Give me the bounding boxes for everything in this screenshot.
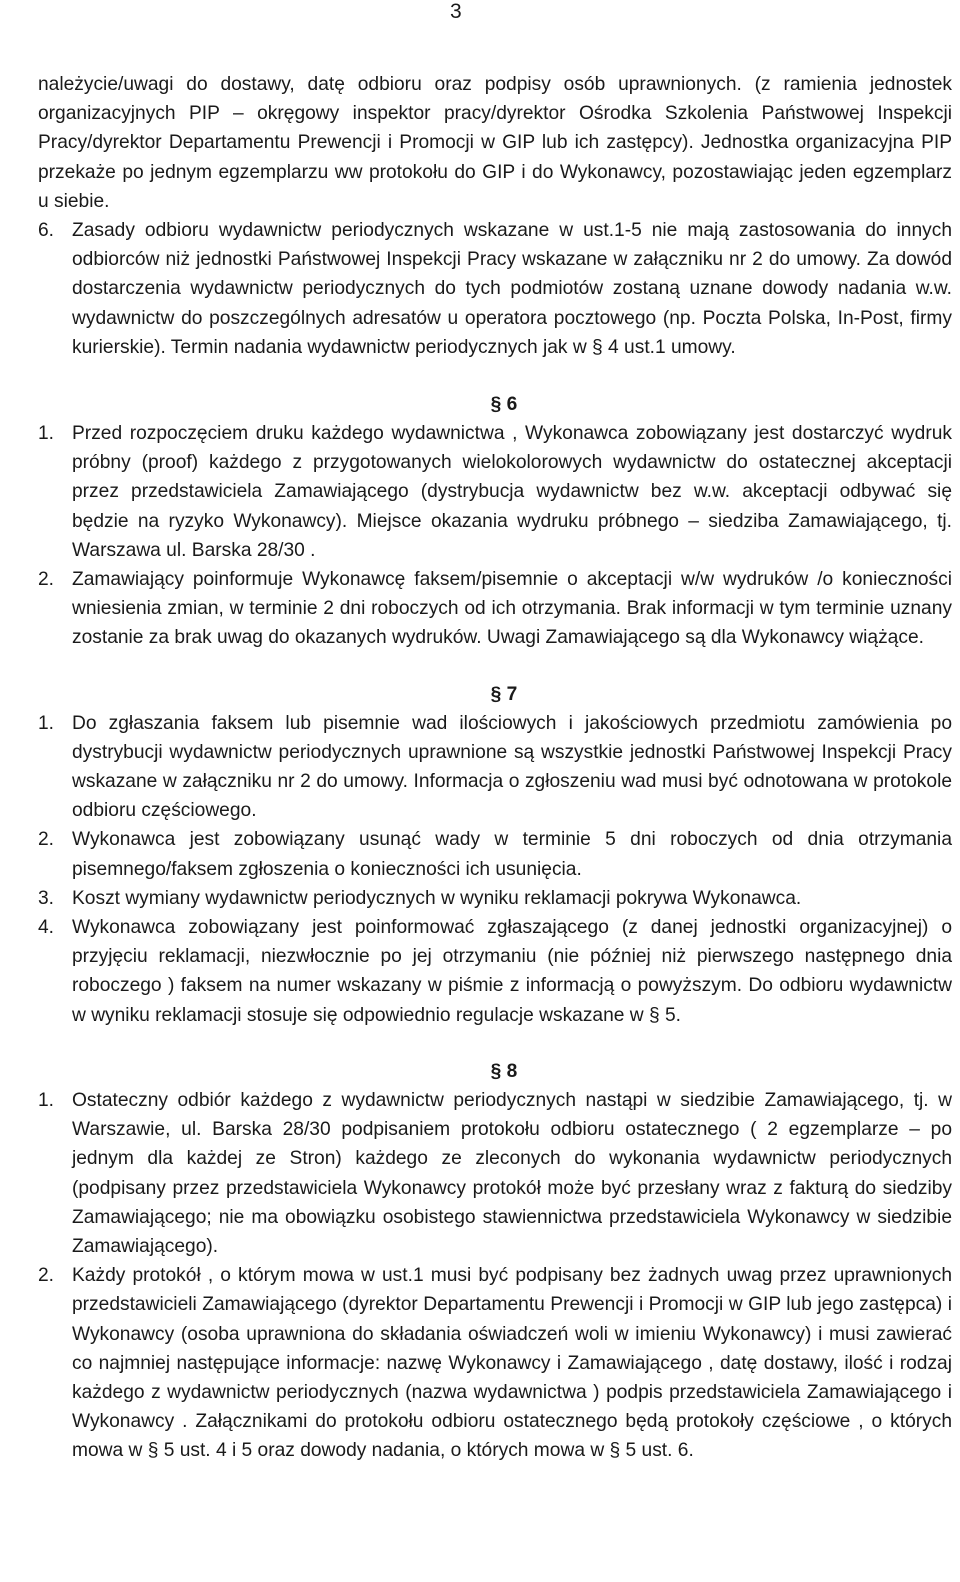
- list-item: [38, 709, 952, 826]
- item-number: 1.: [38, 712, 55, 734]
- section-heading: § 7: [490, 683, 518, 705]
- item-number: 4.: [38, 917, 55, 939]
- item-text: Ostateczny odbiór każdego z wydawnictw periodycznych nastąpi w siedzibie Zamawiającego, tj. w Warszawie, ul. Barska 28/30 podpisaniem protokołu odbioru ostatecznego ( 2 egzemplarze – po jednym dla każdej ze Stron) każdego ze zleconych do wykonania wydawnictw periodycznych (podpisany przez przedstawiciela Wykonawcy protokół może być przesłany wraz z fakturą do siedziby Zamawiającego; nie ma obowiązku osobistego stawiennictwa przedstawiciela Wykonawcy w siedzibie Zamawiającego).: [72, 1089, 952, 1257]
- item-text: Zasady odbioru wydawnictw periodycznych wskazane w ust.1-5 nie mają zastosowania do innych odbiorców niż jednostki Państwowej Inspekcji Pracy wskazane w załączniku nr 2 do umowy. Za dowód dostarczenia wydawnictw periodycznych do tych podmiotów zostaną uznane dowody nadania w.w. wydawnictw do poszczególnych adresatów u operatora pocztowego (np. Poczta Polska, In-Post, firmy kurierskie). Termin nadania wydawnictw periodycznych jak w § 4 ust.1 umowy.: [72, 220, 952, 358]
- item-number: 2.: [38, 1265, 55, 1287]
- item-number: 2.: [38, 569, 55, 591]
- item-text: Każdy protokół , o którym mowa w ust.1 musi być podpisany bez żadnych uwag przez uprawnionych przedstawicieli Zamawiającego (dyrektor Departamentu Prewencji i Promocji w GIP lub jego zastępca) i Wykonawcy (osoba uprawniona do składania oświadczeń woli w imieniu Wykonawcy) i musi zawierać co najmniej następujące informacje: nazwę Wykonawcy i Zamawiającego , datę dostawy, ilość i rodzaj każdego z wydawnictw periodycznych (nazwa wydawnictwa ) podpis przedstawiciela Zamawiającego i Wykonawcy . Załącznikami do protokołu odbioru ostatecznego będą protokoły częściowe , o których mowa w § 5 ust. 4 i 5 oraz dowody nadania, o których mowa w § 5 ust. 6.: [72, 1265, 952, 1462]
- item-text: Koszt wymiany wydawnictw periodycznych w wyniku reklamacji pokrywa Wykonawca.: [72, 887, 802, 909]
- list-item: [38, 419, 952, 565]
- list-item: [38, 1086, 952, 1261]
- item-text: Wykonawca zobowiązany jest poinformować zgłaszającego (z danej jednostki organizacyjnej) o przyjęciu reklamacji, niezwłocznie po jej otrzymaniu (nie później niż pierwszego następnego dnia roboczego ) faksem na numer wskazany w piśmie z informacją o powyższym. Do odbioru wydawnictw w wyniku reklamacji stosuje się odpowiednio regulacje wskazane w § 5.: [72, 917, 952, 1026]
- item-number: 6.: [38, 220, 55, 242]
- item-text: Zamawiający poinformuje Wykonawcę faksem/pisemnie o akceptacji w/w wydruków /o konieczności wniesienia zmian, w terminie 2 dni roboczych od ich otrzymania. Brak informacji w tym terminie uznany zostanie za brak uwag do okazanych wydruków. Uwagi Zamawiającego są dla Wykonawcy wiążące.: [72, 569, 952, 649]
- section-heading: § 8: [490, 1060, 518, 1082]
- list-item: [38, 565, 952, 653]
- list-item: [38, 884, 952, 913]
- list-item: [38, 216, 952, 362]
- list-item: [38, 825, 952, 883]
- item-number: 2.: [38, 829, 55, 851]
- list-item: [38, 913, 952, 1030]
- item-number: 1.: [38, 1089, 55, 1111]
- item-text: Przed rozpoczęciem druku każdego wydawnictwa , Wykonawca zobowiązany jest dostarczyć wydruk próbny (proof) każdego z przygotowanych wielokolorowych wydawnictw do ostatecznej akceptacji przez przedstawiciela Zamawiającego (dystrybucja wydawnictw bez w.w. akceptacji odbywać się będzie na ryzyko Wykonawcy). Miejsce okazania wydruku próbnego – siedziba Zamawiającego, tj. Warszawa ul. Barska 28/30 .: [72, 423, 952, 561]
- section-heading: § 6: [490, 394, 518, 416]
- item-text: Do zgłaszania faksem lub pisemnie wad ilościowych i jakościowych przedmiotu zamówienia po dystrybucji wydawnictw periodycznych uprawnione są wszystkie jednostki Państwowej Inspekcji Pracy wskazane w załączniku nr 2 do umowy. Informacja o zgłoszeniu wad musi być odnotowana w protokole odbioru częściowego.: [72, 712, 952, 822]
- item-number: 3.: [38, 887, 55, 909]
- list-item: [38, 1261, 952, 1465]
- continued-paragraph: należycie/uwagi do dostawy, datę odbioru oraz podpisy osób uprawnionych. (z ramienia jednostek organizacyjnych PIP – okręgowy inspektor pracy/dyrektor Ośrodka Szkolenia Państwowej Inspekcji Pracy/dyrektor Departamentu Prewencji i Promocji w GIP lub ich zastępcy). Jednostka organizacyjna PIP przekaże po jednym egzemplarzu ww protokołu do GIP i do Wykonawcy, pozostawiając jeden egzemplarz u siebie.: [38, 74, 952, 212]
- item-text: Wykonawca jest zobowiązany usunąć wady w terminie 5 dni roboczych od dnia otrzymania pisemnego/faksem zgłoszenia o konieczności ich usunięcia.: [72, 829, 952, 880]
- page-number: 3: [450, 0, 462, 23]
- document-body: [38, 70, 952, 1466]
- item-number: 1.: [38, 423, 55, 445]
